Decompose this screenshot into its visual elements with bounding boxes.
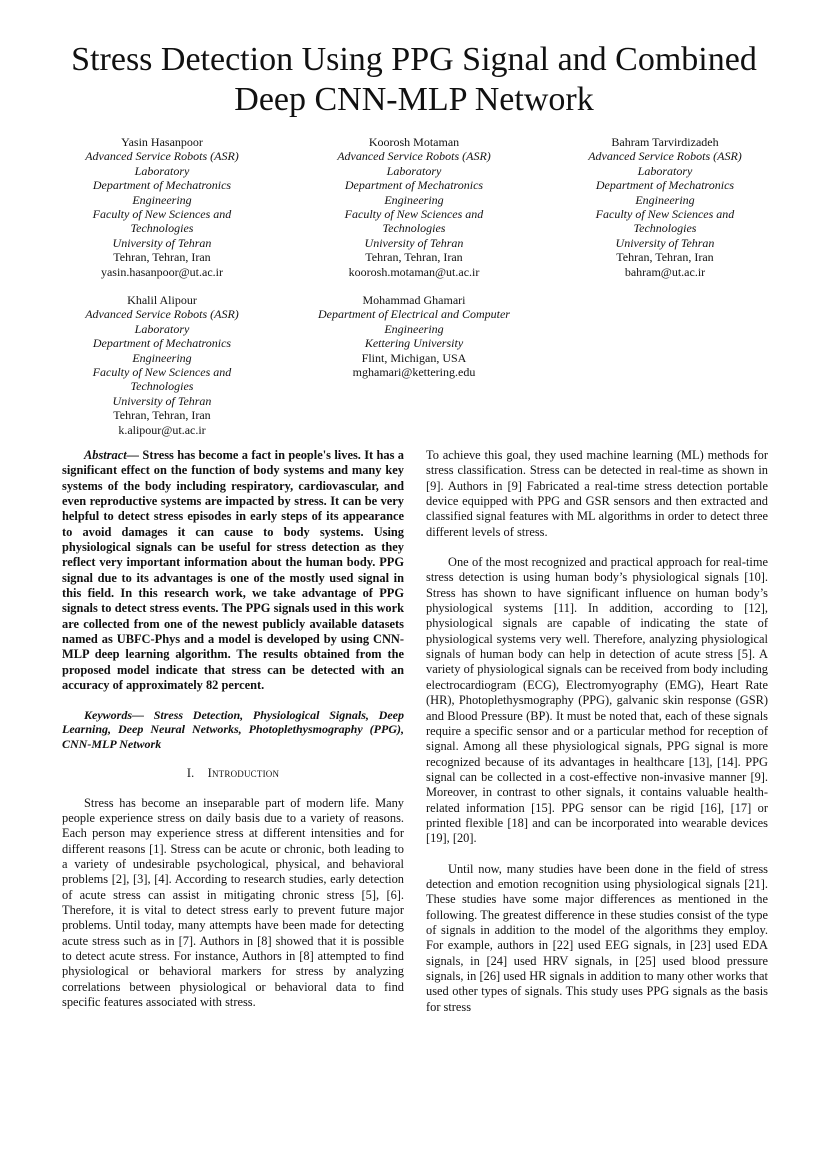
keywords-text: Stress Detection, Physiological Signals, Deep Learning, Deep Neural Networks, Photoplethysmography (PPG), CNN-MLP Network <box>62 707 404 751</box>
author-block <box>52 135 272 279</box>
author-affiliation-line: Kettering University <box>364 336 464 351</box>
author-affiliation-line: Laboratory <box>134 163 190 178</box>
author-affiliation-line: Technologies <box>633 221 697 236</box>
author-affiliation-line: Advanced Service Robots (ASR) <box>85 149 239 164</box>
author-location: Tehran, Tehran, Iran <box>113 408 211 423</box>
author-name: Bahram Tarvirdizadeh <box>611 135 719 149</box>
paper-title <box>40 40 788 120</box>
author-affiliation-line: Technologies <box>130 221 194 236</box>
author-block <box>555 135 775 279</box>
author-location: Tehran, Tehran, Iran <box>113 250 211 265</box>
author-affiliation-line: Technologies <box>382 221 446 236</box>
right-column <box>426 448 768 1015</box>
author-email: bahram@ut.ac.ir <box>624 264 706 279</box>
author-affiliation-line: Engineering <box>132 350 192 365</box>
left-column <box>62 448 404 1010</box>
author-location: Tehran, Tehran, Iran <box>365 250 463 265</box>
author-affiliation-line: Department of Mechatronics <box>344 178 484 193</box>
abstract <box>62 448 404 694</box>
author-email: yasin.hasanpoor@ut.ac.ir <box>100 264 223 279</box>
author-name: Mohammad Ghamari <box>362 293 466 307</box>
author-affiliation-line: Department of Electrical and Computer <box>318 307 510 322</box>
author-location: Tehran, Tehran, Iran <box>616 250 714 265</box>
author-affiliation-line: University of Tehran <box>112 235 212 250</box>
author-name: Koorosh Motaman <box>368 135 460 149</box>
author-affiliation-line: University of Tehran <box>112 393 212 408</box>
author-affiliation-line: Engineering <box>132 192 192 207</box>
keywords <box>62 708 404 752</box>
section-heading <box>62 766 404 781</box>
body-paragraph: Until now, many studies have been done in the field of stress detection and emotion recognition using physiological signals [21]. These studies have some major differences as mentioned in the following. The greatest difference in these studies consist of the type of signals in addition to the model of the algorithms they employ. For example, authors in [22] used EEG signals, in [23] used EDA signals, in [24] used HRV signals, in [25] used blood pressure signals, in [26] used HR signals in addition to many other works that used other types of signals. This study uses PPG signals as the basis for stress <box>426 861 768 1014</box>
author-affiliation-line: Faculty of New Sciences and <box>92 207 232 222</box>
author-affiliation-line: Engineering <box>384 321 444 336</box>
section-number: I. <box>186 766 195 781</box>
author-block <box>52 293 272 437</box>
author-affiliation-line: Engineering <box>384 192 444 207</box>
author-email: k.alipour@ut.ac.ir <box>118 422 206 437</box>
author-block <box>304 293 524 379</box>
author-affiliation-line: Technologies <box>130 379 194 394</box>
intro-paragraph: Stress has become an inseparable part of modern life. Many people experience stress on daily basis due to a variety of reasons. Each person may experience stress at different intensities and for different reasons [1]. Stress can be acute or chronic, both leading to a variety of undesirable psychological, physical, and behavioral problems [2], [3], [4]. According to research studies, early detection of acute stress can assist in mitigating chronic stress [5], [6]. Therefore, it is vital to detect stress early to prevent future major problems. Until today, many attempts have been made for detecting acute stress such as in [7]. Authors in [8] showed that it is possible to detect acute stress. For instance, Authors in [8] attempted to find physiological or behavioral markers for stress by analyzing correlations between physiological or behavioral data to find specific features associated with stress. <box>62 795 404 1010</box>
author-email: koorosh.motaman@ut.ac.ir <box>348 264 480 279</box>
author-name: Yasin Hasanpoor <box>121 135 203 149</box>
author-affiliation-line: University of Tehran <box>364 235 464 250</box>
body-paragraph: To achieve this goal, they used machine learning (ML) methods for stress classification. Stress can be detected in real-time as shown in [9]. Authors in [9] Fabricated a real-time stress detection portable device equipped with PPG and GSR sensors and then extracted and classified signal features with ML algorithms in order to detect three different levels of stress. <box>426 448 768 539</box>
keywords-label: Keywords— <box>84 707 144 722</box>
author-affiliation-line: University of Tehran <box>615 235 715 250</box>
section-title: Introduction <box>207 766 280 781</box>
author-affiliation-line: Department of Mechatronics <box>92 336 232 351</box>
author-affiliation-line: Department of Mechatronics <box>595 178 735 193</box>
author-affiliation-line: Department of Mechatronics <box>92 178 232 193</box>
abstract-label: Abstract— <box>84 448 140 462</box>
title-line-1: Stress Detection Using PPG Signal and Combined <box>71 41 757 78</box>
title-line-2: Deep CNN-MLP Network <box>234 81 594 118</box>
body-paragraph: One of the most recognized and practical approach for real-time stress detection is using human body’s physiological signals [10]. Stress has shown to have significant influence on human body’s physiological systems [11]. In addition, according to [12], physiological signals are capable of indicating the state of physiological systems very well. Therefore, analyzing physiological signals of human body can help in detection of acute stress [5]. A variety of physiological signals can be received from body including electrocardiogram (ECG), Electromyography (EMG), Heart Rate (HR), Photoplethysmography (PPG), galvanic skin response (GSR) and Blood Pressure (BP). It must be noted that, each of these signals require a specific sensor and or a particular method for reception of signal. Among all these physiological signals, PPG signal is more recognized because of its advantages in healthcare [13], [14]. PPG signal can be collected in a cost-effective non-invasive manner [9]. Moreover, in contrast to other signals, it contains valuable health-related information [15]. PPG sensor can be rigid [16], [17] or printed flexible [18] and can be incorporated into wearable devices [19], [20]. <box>426 555 768 846</box>
author-email: mghamari@kettering.edu <box>352 365 476 380</box>
author-affiliation-line: Advanced Service Robots (ASR) <box>588 149 742 164</box>
author-affiliation-line: Faculty of New Sciences and <box>595 207 735 222</box>
author-affiliation-line: Laboratory <box>386 163 442 178</box>
author-block <box>304 135 524 279</box>
author-affiliation-line: Engineering <box>635 192 695 207</box>
author-affiliation-line: Advanced Service Robots (ASR) <box>337 149 491 164</box>
author-affiliation-line: Faculty of New Sciences and <box>92 365 232 380</box>
author-affiliation-line: Advanced Service Robots (ASR) <box>85 307 239 322</box>
author-location: Flint, Michigan, USA <box>361 350 467 365</box>
abstract-text: Stress has become a fact in people's lives. It has a significant effect on the function of body systems and many key systems of the body including respiratory, cardiovascular, and even reproductive systems are impacted by stress. It can be very helpful to detect stress episodes in early steps of its appearance to avoid damages it can cause to body systems. Using physiological signals can be useful for stress detection as they reflect very important information about the human body. PPG signal due to its advantages is one of the mostly used signal in this field. In this research work, we take advantage of PPG signals to detect stress events. The PPG signals used in this work are collected from one of the newest publicly available datasets named as UBFC-Phys and a model is developed by using CNN-MLP deep learning algorithm. The results obtained from the proposed model indicate that stress can be detected with an accuracy of approximately 82 percent. <box>62 448 404 693</box>
author-affiliation-line: Laboratory <box>134 321 190 336</box>
author-affiliation-line: Laboratory <box>637 163 693 178</box>
author-affiliation-line: Faculty of New Sciences and <box>344 207 484 222</box>
author-name: Khalil Alipour <box>127 293 197 307</box>
